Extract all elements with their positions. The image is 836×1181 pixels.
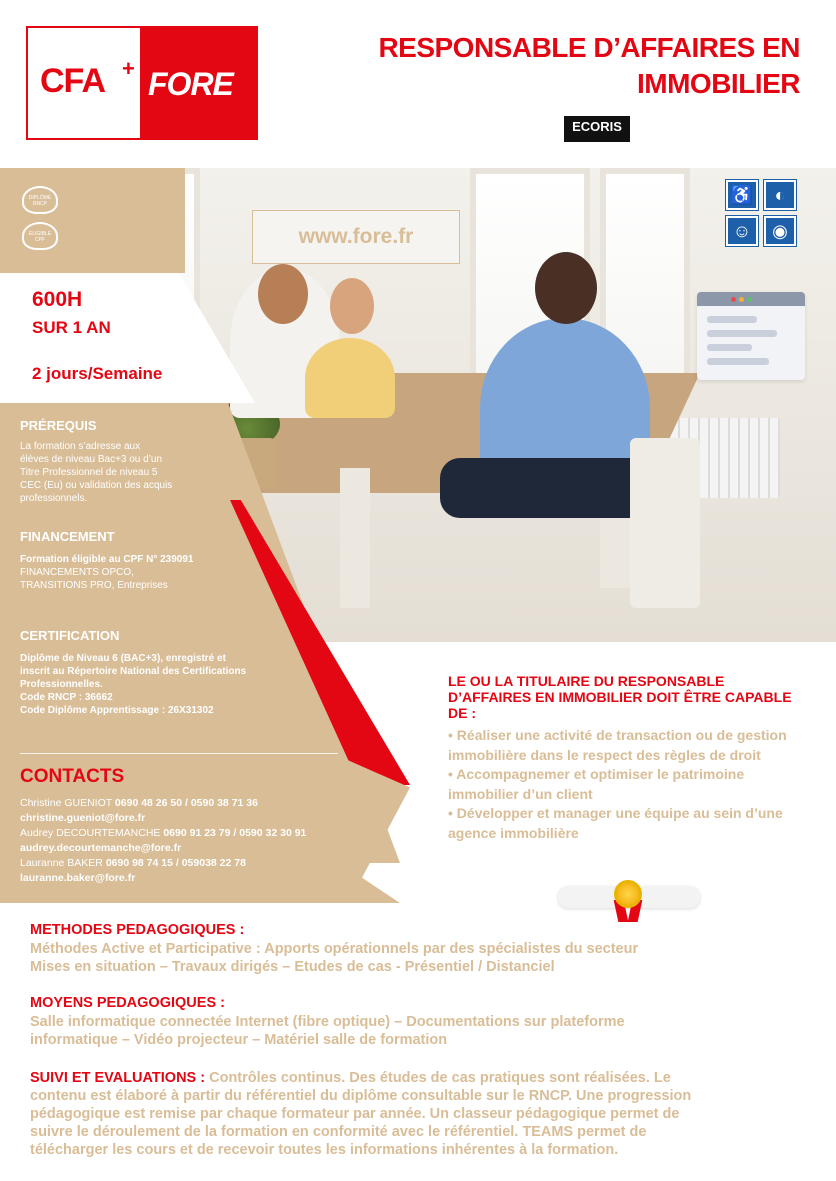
suivi-text: SUIVI ET EVALUATIONS : Contrôles continus. Des études de cas pratiques sont réalisées. Le contenu est élaboré à partir du référentiel du diplôme consultable sur le RNCP. Une progression pédagogique est remise par chaque formateur par année. Un classeur pédagogique permet de suivre le déroulement de la formation en conformité avec le référentiel. TEAMS permet de télécharger les cours et de recevoir toutes les informations inhérentes à la formation. — [30, 1070, 692, 1158]
wheelchair-icon: ♿ — [726, 180, 758, 210]
cpf-badge-icon — [22, 222, 58, 250]
list-item: • Réaliser une activité de transaction ou de gestion immobilière dans le respect des règles de droit — [448, 727, 787, 763]
contact-email[interactable]: audrey.decourtemanche@fore.fr — [20, 842, 182, 854]
person-middle-head — [330, 278, 374, 334]
contact-line: Lauranne BAKER 0690 98 74 15 / 059038 22 78 — [20, 857, 246, 869]
methodes-text: Méthodes Active et Participative : Apports opérationnels par des spécialistes du secteur Mises en situation – Travaux dirigés – Etudes de cas - Présentiel / Distanciel — [30, 941, 639, 975]
capabilities-heading: LE OU LA TITULAIRE DU RESPONSABLE D’AFFAIRES EN IMMOBILIER DOIT ÊTRE CAPABLE DE : — [448, 673, 792, 721]
rhythm: 2 jours/Semaine — [32, 364, 163, 383]
duration: SUR 1 AN — [32, 318, 111, 337]
moyens-text: Salle informatique connectée Internet (fibre optique) – Documentations sur plateforme informatique – Vidéo projecteur – Matériel salle de formation — [30, 1014, 625, 1048]
list-item: • Développer et manager une équipe au sein d’une agence immobilière — [448, 805, 783, 841]
list-item: • Accompagnemer et optimiser le patrimoine immobilier d’un client — [448, 766, 745, 802]
logo-fore: FORE — [148, 66, 233, 102]
moyens-heading: MOYENS PEDAGOGIQUES : — [30, 995, 225, 1011]
contacts-heading: CONTACTS — [20, 766, 125, 787]
contact-email[interactable]: christine.gueniot@fore.fr — [20, 812, 146, 824]
hearing-icon: ◐ — [764, 180, 796, 210]
chair — [630, 438, 700, 608]
person-middle — [305, 338, 395, 418]
badge-label: DIPLÔME RNCP — [28, 195, 52, 207]
page-title — [320, 30, 800, 102]
mental-disability-icon: ☺ — [726, 216, 758, 246]
financement-text: Formation éligible au CPF N° 239091 FINANCEMENTS OPCO, TRANSITIONS PRO, Entreprises — [20, 554, 194, 591]
methodes-heading: METHODES PEDAGOGIQUES : — [30, 922, 245, 938]
browser-graphic — [697, 292, 805, 380]
badge-label: ÉLIGIBLE CPF — [28, 231, 52, 243]
financement-heading: FINANCEMENT — [20, 529, 115, 544]
hours: 600H — [32, 288, 83, 311]
website-url[interactable]: www.fore.fr — [252, 210, 460, 264]
medal-icon — [614, 880, 642, 908]
badge-panel — [0, 168, 185, 273]
logo-cfa: CFA — [40, 62, 105, 100]
suivi-heading: SUIVI ET EVALUATIONS : — [30, 1070, 206, 1086]
partner-logo — [564, 116, 630, 142]
logo-plus: + — [122, 56, 135, 81]
person-left-head — [258, 264, 308, 324]
rncp-badge-icon — [22, 186, 58, 214]
certification-text: Diplôme de Niveau 6 (BAC+3), enregistré et inscrit au Répertoire National des Certifications Professionnelles. Code RNCP : 36662 Code Diplôme Apprentissage : 26X31302 — [20, 653, 247, 716]
title-line-2: IMMOBILIER — [637, 68, 800, 99]
contact-line: Christine GUENIOT 0690 48 26 50 / 0590 38 71 36 — [20, 797, 258, 809]
contact-email[interactable]: lauranne.baker@fore.fr — [20, 872, 136, 884]
visual-impairment-icon: ◉ — [764, 216, 796, 246]
certification-heading: CERTIFICATION — [20, 628, 120, 643]
partner-name: ECORIS — [572, 119, 622, 134]
title-line-1: RESPONSABLE D’AFFAIRES EN — [378, 32, 800, 63]
contact-line: Audrey DECOURTEMANCHE 0690 91 23 79 / 0590 32 30 91 — [20, 827, 307, 839]
divider — [20, 753, 338, 754]
person-right-head — [535, 252, 597, 324]
prerequis-text: La formation s’adresse aux élèves de niveau Bac+3 ou d’un Titre Professionnel de niveau 5 CEC (Eu) ou validation des acquis professionnels. — [20, 441, 173, 504]
prerequis-heading: PRÉREQUIS — [20, 418, 97, 433]
capabilities-list — [448, 726, 828, 843]
table-leg — [340, 468, 370, 608]
